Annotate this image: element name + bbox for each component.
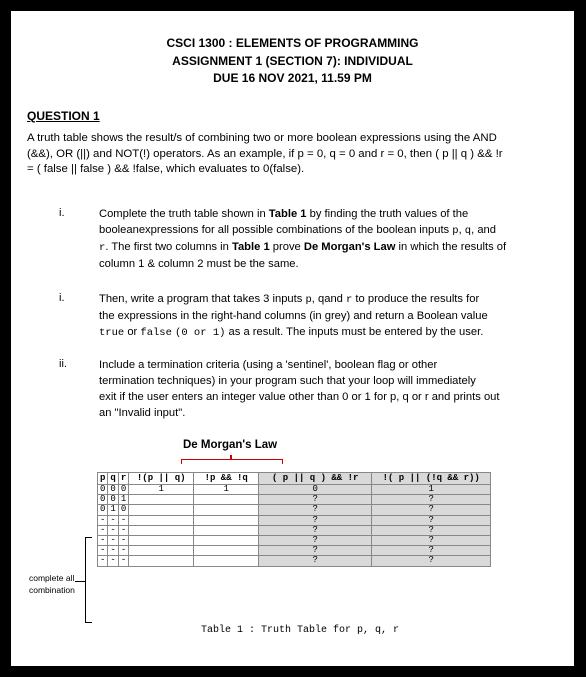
side-label xyxy=(29,572,75,596)
table-cell: - xyxy=(118,556,128,566)
table-cell: ? xyxy=(259,525,372,535)
question-title: QUESTION 1 xyxy=(27,109,100,123)
law-name: De Morgan's Law xyxy=(303,241,396,253)
bracket-pointer xyxy=(75,581,85,582)
de-morgan-brace xyxy=(181,459,283,464)
table-row xyxy=(98,505,491,515)
item-number: ii. xyxy=(59,358,67,370)
table-cell: 1 xyxy=(194,485,259,495)
header-r: r xyxy=(118,473,128,485)
side-label-line: combination xyxy=(29,585,75,595)
binary-literal: (0 or 1) xyxy=(175,327,226,339)
false-literal: false xyxy=(140,327,172,339)
table-cell: - xyxy=(118,546,128,556)
table-row xyxy=(98,535,491,545)
text: by finding the truth values of the xyxy=(306,208,469,220)
combination-bracket xyxy=(85,537,92,623)
table-cell: ? xyxy=(372,535,491,545)
table-cell xyxy=(129,546,194,556)
var-q: q xyxy=(464,225,472,237)
var-r: r xyxy=(99,242,106,254)
truth-table xyxy=(97,472,491,567)
item-text-1 xyxy=(99,206,551,272)
item-number: i. xyxy=(59,292,65,304)
intro-line: = ( false || false ) && !false, which evaluates to 0(false). xyxy=(27,163,305,175)
header-col2: !p && !q xyxy=(194,473,259,485)
table-cell: 1 xyxy=(372,485,491,495)
table-cell: - xyxy=(98,546,108,556)
question-intro xyxy=(27,131,557,178)
table-row xyxy=(98,556,491,566)
table-cell: ? xyxy=(259,556,372,566)
table-ref: Table 1 xyxy=(268,208,307,220)
text: Include a termination criteria (using a 'sentinel', boolean flag or other xyxy=(99,359,438,371)
table-cell: 0 xyxy=(98,505,108,515)
table-cell xyxy=(129,505,194,515)
table-cell xyxy=(129,495,194,505)
table-row xyxy=(98,546,491,556)
table-cell: - xyxy=(118,515,128,525)
table-cell xyxy=(194,535,259,545)
table-header-row xyxy=(98,473,491,485)
text: in which the results of xyxy=(395,241,507,253)
table-cell: ? xyxy=(372,495,491,505)
item-text-3 xyxy=(99,357,551,421)
text: as a result. The inputs must be entered by the user. xyxy=(225,326,484,338)
text: termination techniques) in your program such that your loop will immediately xyxy=(99,375,476,387)
header-col1: !(p || q) xyxy=(129,473,194,485)
header-col4: !( p || (!q && r)) xyxy=(372,473,491,485)
de-morgan-title: De Morgan's Law xyxy=(183,439,278,451)
due-date: DUE 16 NOV 2021, 11.59 PM xyxy=(213,71,372,85)
table-cell: - xyxy=(108,535,118,545)
header-p: p xyxy=(98,473,108,485)
table-cell: - xyxy=(98,556,108,566)
table-cell xyxy=(194,556,259,566)
table-cell: - xyxy=(98,515,108,525)
table-cell: ? xyxy=(372,505,491,515)
var-p: p xyxy=(452,225,459,237)
course-title: CSCI 1300 : ELEMENTS OF PROGRAMMING xyxy=(166,36,419,50)
table-row xyxy=(98,515,491,525)
table-cell: 0 xyxy=(118,485,128,495)
intro-line: A truth table shows the result/s of combining two or more boolean expressions using the AND xyxy=(27,132,497,144)
table-cell: - xyxy=(118,525,128,535)
table-cell: - xyxy=(98,535,108,545)
table-cell: ? xyxy=(372,525,491,535)
text: Then, write a program that takes 3 inputs xyxy=(99,293,306,305)
side-label-line: complete all xyxy=(29,573,75,583)
table-row xyxy=(98,495,491,505)
table-cell: 0 xyxy=(98,495,108,505)
table-cell xyxy=(129,525,194,535)
table-cell: 0 xyxy=(108,495,118,505)
table-cell xyxy=(194,525,259,535)
text: to produce the results for xyxy=(352,293,480,305)
table-cell: 1 xyxy=(129,485,194,495)
table-cell: - xyxy=(108,546,118,556)
table-cell: ? xyxy=(259,546,372,556)
text: an "Invalid input". xyxy=(99,407,186,419)
table-cell: ? xyxy=(259,505,372,515)
item-number: i. xyxy=(59,207,65,219)
table-cell: ? xyxy=(372,556,491,566)
table-cell: - xyxy=(98,525,108,535)
table-cell: 0 xyxy=(98,485,108,495)
table-cell: 0 xyxy=(118,505,128,515)
table-cell: - xyxy=(108,525,118,535)
table-cell: 0 xyxy=(259,485,372,495)
text: , xyxy=(458,224,465,236)
table-cell: ? xyxy=(372,546,491,556)
table-cell: - xyxy=(118,535,128,545)
table-cell: ? xyxy=(259,535,372,545)
table-cell xyxy=(129,556,194,566)
assignment-title: ASSIGNMENT 1 (SECTION 7): INDIVIDUAL xyxy=(172,54,413,68)
document-page xyxy=(11,11,574,666)
text: column 1 & column 2 must be the same. xyxy=(99,258,299,270)
text: or xyxy=(124,326,141,338)
text: , xyxy=(311,293,318,305)
table-cell xyxy=(194,505,259,515)
table-row xyxy=(98,525,491,535)
table-cell xyxy=(194,495,259,505)
table-ref: Table 1 xyxy=(231,241,270,253)
text: . The first two columns in xyxy=(105,241,232,253)
table-cell: 1 xyxy=(118,495,128,505)
text: , and xyxy=(471,224,496,236)
var-r: r xyxy=(346,294,353,306)
table-cell: 0 xyxy=(108,485,118,495)
item-text-2 xyxy=(99,291,551,341)
text: and xyxy=(324,293,346,305)
header-col3: ( p || q ) && !r xyxy=(259,473,372,485)
table-cell xyxy=(129,535,194,545)
table-cell: ? xyxy=(372,515,491,525)
table-cell xyxy=(194,546,259,556)
var-p: p xyxy=(305,294,312,306)
header-q: q xyxy=(108,473,118,485)
table-cell: - xyxy=(108,515,118,525)
table-cell xyxy=(194,515,259,525)
intro-line: (&&), OR (||) and NOT(!) operators. As an example, if p = 0, q = 0 and r = 0, then ( p || q ) && !r xyxy=(27,147,503,160)
text: booleanexpressions for all possible combinations of the boolean inputs xyxy=(99,224,453,236)
true-literal: true xyxy=(99,327,125,339)
text: the expressions in the right-hand columns (in grey) and return a Boolean value xyxy=(99,310,488,322)
table-cell: ? xyxy=(259,515,372,525)
table-row xyxy=(98,485,491,495)
table-caption: Table 1 : Truth Table for p, q, r xyxy=(201,625,400,636)
text: Complete the truth table shown in xyxy=(99,208,269,220)
table-cell: - xyxy=(108,556,118,566)
var-q: q xyxy=(317,293,325,305)
text: exit if the user enters an integer value other than 0 or 1 for p, q or r and prints out xyxy=(99,391,500,403)
table-cell: 1 xyxy=(108,505,118,515)
table-cell xyxy=(129,515,194,525)
table-cell: ? xyxy=(259,495,372,505)
text: prove xyxy=(269,241,304,253)
